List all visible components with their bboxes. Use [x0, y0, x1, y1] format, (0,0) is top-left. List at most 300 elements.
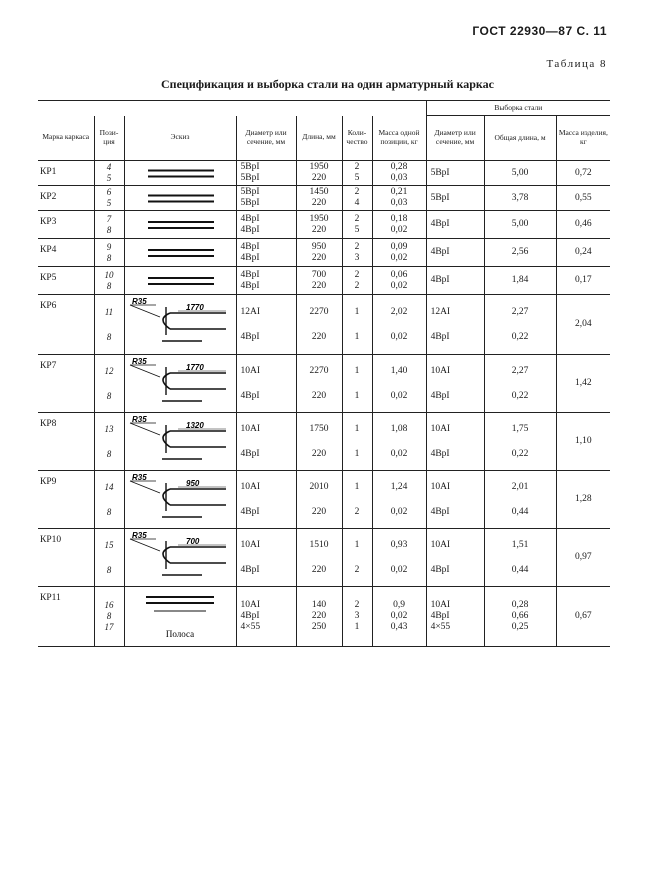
table-row — [38, 413, 610, 471]
radius-label: R35 — [132, 414, 147, 424]
product-mass-cell-value: 2,04 — [575, 319, 592, 329]
diameter-cell-value: 4×55 — [240, 622, 261, 632]
sel-diameter-cell-value: 4ВрI — [430, 247, 450, 257]
diameter-cell-value: 4ВрI — [240, 241, 260, 252]
product-mass-cell-value: 0,55 — [575, 192, 592, 203]
product-mass-cell — [556, 587, 610, 647]
position-cell-value: 8 — [106, 506, 112, 517]
product-mass-cell — [556, 186, 610, 211]
diameter-cell — [236, 471, 296, 529]
total-length-cell — [484, 267, 556, 295]
sel-diameter-cell — [426, 529, 484, 587]
leader-line — [130, 305, 160, 317]
mass-cell — [372, 413, 426, 471]
sel-diameter-cell-value: 4ВрI — [430, 448, 450, 459]
diameter-cell-value: 4ВрI — [240, 331, 260, 342]
sketch-cell — [124, 413, 236, 471]
dimension-label: 1770 — [186, 362, 204, 372]
qty-cell — [342, 413, 372, 471]
rebar-sketch — [126, 473, 234, 527]
product-mass-cell-value: 1,10 — [575, 436, 592, 446]
sketch-cell — [124, 529, 236, 587]
specification-table — [38, 100, 610, 647]
position-cell — [94, 355, 124, 413]
diameter-cell-value: 10АI — [240, 481, 261, 492]
position-cell — [94, 529, 124, 587]
dimension-label: 950 — [186, 478, 200, 488]
rebar-sketch — [126, 269, 234, 293]
total-length-cell — [484, 161, 556, 186]
mass-cell-value: 1,24 — [390, 481, 408, 492]
sel-diameter-cell — [426, 355, 484, 413]
mark-cell — [38, 471, 94, 529]
product-mass-cell — [556, 267, 610, 295]
total-length-cell-value: 1,84 — [511, 275, 529, 285]
position-cell-value: 8 — [106, 564, 112, 575]
sketch-cell — [124, 211, 236, 239]
position-cell — [94, 587, 124, 647]
product-mass-cell — [556, 355, 610, 413]
length-cell-value: 220 — [311, 611, 327, 621]
table-row — [38, 267, 610, 295]
mark-cell — [38, 239, 94, 267]
position-cell-value: 12 — [104, 365, 114, 376]
sel-diameter-cell-value: 4ВрI — [430, 506, 450, 517]
total-length-cell — [484, 295, 556, 355]
qty-cell — [342, 587, 372, 647]
qty-cell-value: 3 — [354, 252, 360, 263]
sel-diameter-cell — [426, 295, 484, 355]
length-cell — [296, 239, 342, 267]
total-length-cell — [484, 471, 556, 529]
mass-cell-value: 0,02 — [390, 331, 408, 342]
blank-header — [38, 101, 426, 116]
qty-cell-value: 1 — [354, 539, 360, 550]
table-row — [38, 295, 610, 355]
position-cell — [94, 413, 124, 471]
diameter-cell-value: 5ВрI — [240, 162, 260, 172]
product-mass-cell — [556, 529, 610, 587]
diameter-cell-value: 5ВрI — [240, 198, 260, 208]
rebar-sketch — [126, 213, 234, 237]
diameter-cell — [236, 529, 296, 587]
qty-cell-value: 2 — [354, 506, 360, 517]
mass-cell — [372, 161, 426, 186]
col-mark: Марка каркаса — [38, 116, 94, 161]
rebar-sketch — [126, 188, 234, 209]
length-cell-value: 220 — [311, 252, 327, 263]
product-mass-cell-value: 0,17 — [575, 275, 592, 285]
mark-cell-value: КР11 — [40, 593, 61, 603]
leader-line — [130, 539, 160, 551]
diameter-cell — [236, 355, 296, 413]
total-length-cell-value: 0,28 — [511, 600, 529, 610]
product-mass-cell — [556, 211, 610, 239]
total-length-cell-value: 1,75 — [511, 423, 529, 434]
mass-cell-value: 0,03 — [390, 198, 408, 208]
qty-cell-value: 2 — [354, 187, 360, 197]
diameter-cell-value: 4ВрI — [240, 611, 260, 621]
rebar-sketch — [126, 531, 234, 585]
mark-cell-value: КР4 — [40, 245, 57, 255]
mark-cell-value: КР2 — [40, 192, 57, 202]
mark-cell — [38, 211, 94, 239]
qty-cell-value: 1 — [354, 423, 360, 434]
mark-cell-value: КР1 — [40, 167, 57, 177]
diameter-cell — [236, 239, 296, 267]
diameter-cell — [236, 587, 296, 647]
length-cell-value: 220 — [311, 448, 327, 459]
length-cell-value: 220 — [311, 331, 327, 342]
table-label: Таблица 8 — [546, 58, 607, 70]
rebar-sketch — [126, 297, 234, 353]
mark-cell-value: КР5 — [40, 273, 57, 283]
sel-diameter-cell — [426, 239, 484, 267]
length-cell — [296, 211, 342, 239]
total-length-cell — [484, 355, 556, 413]
mass-cell-value: 1,40 — [390, 365, 408, 376]
dimension-label: 700 — [186, 536, 200, 546]
sel-diameter-cell-value: 5ВрI — [430, 167, 450, 178]
table-title: Спецификация и выборка стали на один арматурный каркас — [161, 77, 494, 91]
qty-cell-value: 2 — [354, 269, 360, 280]
mass-cell-value: 0,02 — [390, 611, 408, 621]
total-length-cell — [484, 239, 556, 267]
sel-diameter-cell-value: 10АI — [430, 365, 451, 376]
col-mass-one: Масса одной позиции, кг — [372, 116, 426, 161]
diameter-cell-value: 4ВрI — [240, 390, 260, 401]
col-qty: Коли- чество — [342, 116, 372, 161]
mark-cell-value: КР3 — [40, 217, 57, 227]
diameter-cell-value: 10АI — [240, 539, 261, 550]
qty-cell-value: 2 — [354, 280, 360, 291]
total-length-cell — [484, 211, 556, 239]
position-cell-value: 8 — [106, 390, 112, 401]
sketch-cell — [124, 355, 236, 413]
total-length-cell-value: 2,27 — [511, 306, 529, 317]
mark-cell — [38, 161, 94, 186]
leader-line — [130, 481, 160, 493]
qty-cell-value: 1 — [354, 481, 360, 492]
mass-cell-value: 2,02 — [390, 306, 408, 317]
qty-cell — [342, 529, 372, 587]
length-cell-value: 220 — [311, 390, 327, 401]
sketch-cell — [124, 186, 236, 211]
total-length-cell-value: 0,22 — [511, 331, 529, 342]
mark-cell-value: КР7 — [40, 361, 57, 371]
length-cell-value: 1510 — [309, 539, 329, 550]
rebar-sketch — [126, 241, 234, 265]
diameter-cell-value: 10АI — [240, 365, 261, 376]
product-mass-cell-value: 0,24 — [575, 247, 592, 257]
qty-cell — [342, 295, 372, 355]
length-cell — [296, 529, 342, 587]
position-cell — [94, 161, 124, 186]
strip-caption: Полоса — [165, 628, 195, 639]
col-product-mass: Масса изделия, кг — [556, 116, 610, 161]
mass-cell-value: 0,02 — [390, 280, 408, 291]
mark-cell — [38, 529, 94, 587]
col-position: Пози- ция — [94, 116, 124, 161]
total-length-cell — [484, 413, 556, 471]
sel-diameter-cell-value: 12АI — [430, 306, 451, 317]
mark-cell — [38, 355, 94, 413]
diameter-cell-value: 12АI — [240, 306, 261, 317]
total-length-cell-value: 2,27 — [511, 365, 529, 376]
mass-cell-value: 0,06 — [390, 269, 408, 280]
col-sel-diameter: Диаметр или сечение, мм — [426, 116, 484, 161]
sel-diameter-cell — [426, 211, 484, 239]
qty-cell-value: 1 — [354, 331, 360, 342]
mass-cell-value: 0,21 — [390, 187, 408, 197]
sel-diameter-cell-value: 4ВрI — [430, 275, 450, 285]
length-cell-value: 1450 — [309, 187, 329, 197]
diameter-cell-value: 5ВрI — [240, 173, 260, 183]
qty-cell — [342, 239, 372, 267]
position-cell-value: 10 — [104, 269, 114, 280]
position-cell — [94, 186, 124, 211]
mass-cell — [372, 295, 426, 355]
position-cell-value: 8 — [106, 224, 112, 235]
product-mass-cell-value: 1,28 — [575, 494, 592, 504]
mass-cell-value: 0,02 — [390, 506, 408, 517]
diameter-cell — [236, 211, 296, 239]
sel-diameter-cell-value: 4ВрI — [430, 390, 450, 401]
qty-cell — [342, 471, 372, 529]
product-mass-cell — [556, 471, 610, 529]
length-cell-value: 220 — [311, 198, 327, 208]
diameter-cell-value: 5ВрI — [240, 187, 260, 197]
length-cell-value: 250 — [311, 622, 327, 632]
sel-diameter-cell — [426, 587, 484, 647]
rebar-sketch — [126, 415, 234, 469]
length-cell — [296, 295, 342, 355]
qty-cell-value: 1 — [354, 390, 360, 401]
product-mass-cell — [556, 239, 610, 267]
radius-label: R35 — [132, 296, 147, 306]
mass-cell-value: 0,93 — [390, 539, 408, 550]
qty-cell-value: 1 — [354, 306, 360, 317]
length-cell — [296, 587, 342, 647]
position-cell — [94, 471, 124, 529]
total-length-cell — [484, 587, 556, 647]
total-length-cell-value: 2,01 — [511, 481, 529, 492]
position-cell-value: 8 — [106, 448, 112, 459]
total-length-cell-value: 2,56 — [511, 247, 529, 257]
diameter-cell-value: 4ВрI — [240, 506, 260, 517]
qty-cell-value: 2 — [354, 600, 360, 610]
sketch-cell — [124, 471, 236, 529]
mark-cell — [38, 186, 94, 211]
qty-cell-value: 1 — [354, 365, 360, 376]
length-cell-value: 2270 — [309, 306, 329, 317]
qty-cell-value: 2 — [354, 213, 360, 224]
length-cell — [296, 413, 342, 471]
position-cell-value: 8 — [106, 280, 112, 291]
length-cell — [296, 161, 342, 186]
dimension-label: 1320 — [186, 420, 204, 430]
length-cell-value: 2010 — [309, 481, 329, 492]
mass-cell-value: 0,02 — [390, 448, 408, 459]
position-cell-value: 8 — [106, 252, 112, 263]
table-row — [38, 471, 610, 529]
total-length-cell — [484, 529, 556, 587]
product-mass-cell-value: 1,42 — [575, 378, 592, 388]
qty-cell — [342, 355, 372, 413]
qty-cell-value: 2 — [354, 162, 360, 172]
total-length-cell-value: 0,25 — [511, 622, 529, 632]
rebar-sketch — [126, 163, 234, 184]
product-mass-cell-value: 0,97 — [575, 552, 592, 562]
diameter-cell — [236, 186, 296, 211]
product-mass-cell — [556, 161, 610, 186]
product-mass-cell-value: 0,67 — [575, 611, 592, 621]
mass-cell-value: 0,02 — [390, 224, 408, 235]
sel-diameter-cell — [426, 471, 484, 529]
mass-cell-value: 0,02 — [390, 390, 408, 401]
mass-cell — [372, 186, 426, 211]
mass-cell — [372, 239, 426, 267]
table-row — [38, 529, 610, 587]
position-cell-value: 15 — [104, 539, 114, 550]
diameter-cell-value: 10АI — [240, 600, 261, 610]
diameter-cell — [236, 295, 296, 355]
length-cell-value: 140 — [311, 600, 327, 610]
mark-cell-value: КР9 — [40, 477, 57, 487]
diameter-cell-value: 4ВрI — [240, 252, 260, 263]
sel-diameter-cell-value: 5ВрI — [430, 192, 450, 203]
position-cell — [94, 295, 124, 355]
col-total-length: Общая длина, м — [484, 116, 556, 161]
position-cell — [94, 211, 124, 239]
diameter-cell-value: 10АI — [240, 423, 261, 434]
gost-header: ГОСТ 22930—87 С. 11 — [472, 24, 607, 38]
qty-cell-value: 5 — [354, 224, 360, 235]
qty-cell-value: 2 — [354, 564, 360, 575]
mark-cell — [38, 587, 94, 647]
product-mass-cell — [556, 413, 610, 471]
radius-label: R35 — [132, 472, 147, 482]
length-cell-value: 220 — [311, 224, 327, 235]
qty-cell-value: 1 — [354, 448, 360, 459]
sel-diameter-cell — [426, 413, 484, 471]
diameter-cell — [236, 413, 296, 471]
diameter-cell-value: 4ВрI — [240, 224, 260, 235]
position-cell-value: 11 — [104, 306, 114, 317]
position-cell-value: 8 — [106, 331, 112, 342]
table-row — [38, 211, 610, 239]
qty-cell — [342, 161, 372, 186]
qty-cell-value: 1 — [354, 622, 360, 632]
sketch-cell — [124, 239, 236, 267]
table-row — [38, 161, 610, 186]
total-length-cell-value: 5,00 — [511, 167, 529, 178]
dimension-label: 1770 — [186, 302, 204, 312]
diameter-cell-value: 4ВрI — [240, 213, 260, 224]
sel-diameter-cell-value: 4ВрI — [430, 611, 450, 621]
total-length-cell-value: 3,78 — [511, 192, 529, 203]
mass-cell-value: 0,43 — [390, 622, 408, 632]
total-length-cell-value: 1,51 — [511, 539, 529, 550]
length-cell-value: 220 — [311, 173, 327, 183]
qty-cell-value: 3 — [354, 611, 360, 621]
qty-cell — [342, 267, 372, 295]
length-cell — [296, 267, 342, 295]
length-cell — [296, 186, 342, 211]
selection-group-header: Выборка стали — [426, 101, 610, 116]
length-cell-value: 1750 — [309, 423, 329, 434]
sel-diameter-cell-value: 4ВрI — [430, 219, 450, 229]
sel-diameter-cell-value: 10АI — [430, 539, 451, 550]
mass-cell-value: 0,18 — [390, 213, 408, 224]
rebar-sketch — [126, 589, 234, 645]
total-length-cell-value: 0,66 — [511, 611, 529, 621]
length-cell-value: 220 — [311, 506, 327, 517]
qty-cell — [342, 211, 372, 239]
position-cell — [94, 267, 124, 295]
diameter-cell — [236, 267, 296, 295]
mark-cell — [38, 295, 94, 355]
position-cell-value: 14 — [104, 481, 114, 492]
sketch-cell — [124, 295, 236, 355]
qty-cell-value: 2 — [354, 241, 360, 252]
mass-cell — [372, 355, 426, 413]
diameter-cell-value: 4ВрI — [240, 448, 260, 459]
total-length-cell — [484, 186, 556, 211]
qty-cell-value: 5 — [354, 173, 360, 183]
mass-cell-value: 0,02 — [390, 564, 408, 575]
length-cell-value: 2270 — [309, 365, 329, 376]
sketch-cell — [124, 161, 236, 186]
sel-diameter-cell — [426, 186, 484, 211]
length-cell-value: 220 — [311, 564, 327, 575]
length-cell-value: 950 — [311, 241, 327, 252]
total-length-cell-value: 0,44 — [511, 506, 529, 517]
length-cell-value: 700 — [311, 269, 327, 280]
diameter-cell-value: 4ВрI — [240, 269, 260, 280]
col-length: Длина, мм — [296, 116, 342, 161]
mass-cell-value: 1,08 — [390, 423, 408, 434]
mass-cell — [372, 471, 426, 529]
sketch-cell — [124, 587, 236, 647]
diameter-cell-value: 4ВрI — [240, 280, 260, 291]
length-cell-value: 1950 — [309, 162, 329, 172]
sel-diameter-cell — [426, 161, 484, 186]
sel-diameter-cell-value: 10АI — [430, 423, 451, 434]
position-cell-value: 8 — [106, 611, 112, 621]
position-cell-value: 9 — [106, 241, 112, 252]
position-cell-value: 4 — [106, 162, 112, 172]
table-row — [38, 186, 610, 211]
sel-diameter-cell — [426, 267, 484, 295]
total-length-cell-value: 5,00 — [511, 219, 529, 229]
sel-diameter-cell-value: 4ВрI — [430, 564, 450, 575]
mark-cell-value: КР10 — [40, 535, 62, 545]
mark-cell-value: КР8 — [40, 419, 57, 429]
length-cell — [296, 355, 342, 413]
sketch-cell — [124, 267, 236, 295]
position-cell-value: 13 — [104, 423, 114, 434]
position-cell-value: 17 — [104, 622, 114, 632]
mass-cell-value: 0,03 — [390, 173, 408, 183]
position-cell-value: 5 — [106, 173, 112, 183]
leader-line — [130, 365, 160, 377]
mass-cell-value: 0,9 — [393, 600, 405, 610]
total-length-cell-value: 0,44 — [511, 564, 529, 575]
position-cell-value: 6 — [106, 187, 112, 197]
position-cell-value: 7 — [106, 213, 112, 224]
length-cell-value: 1950 — [309, 213, 329, 224]
